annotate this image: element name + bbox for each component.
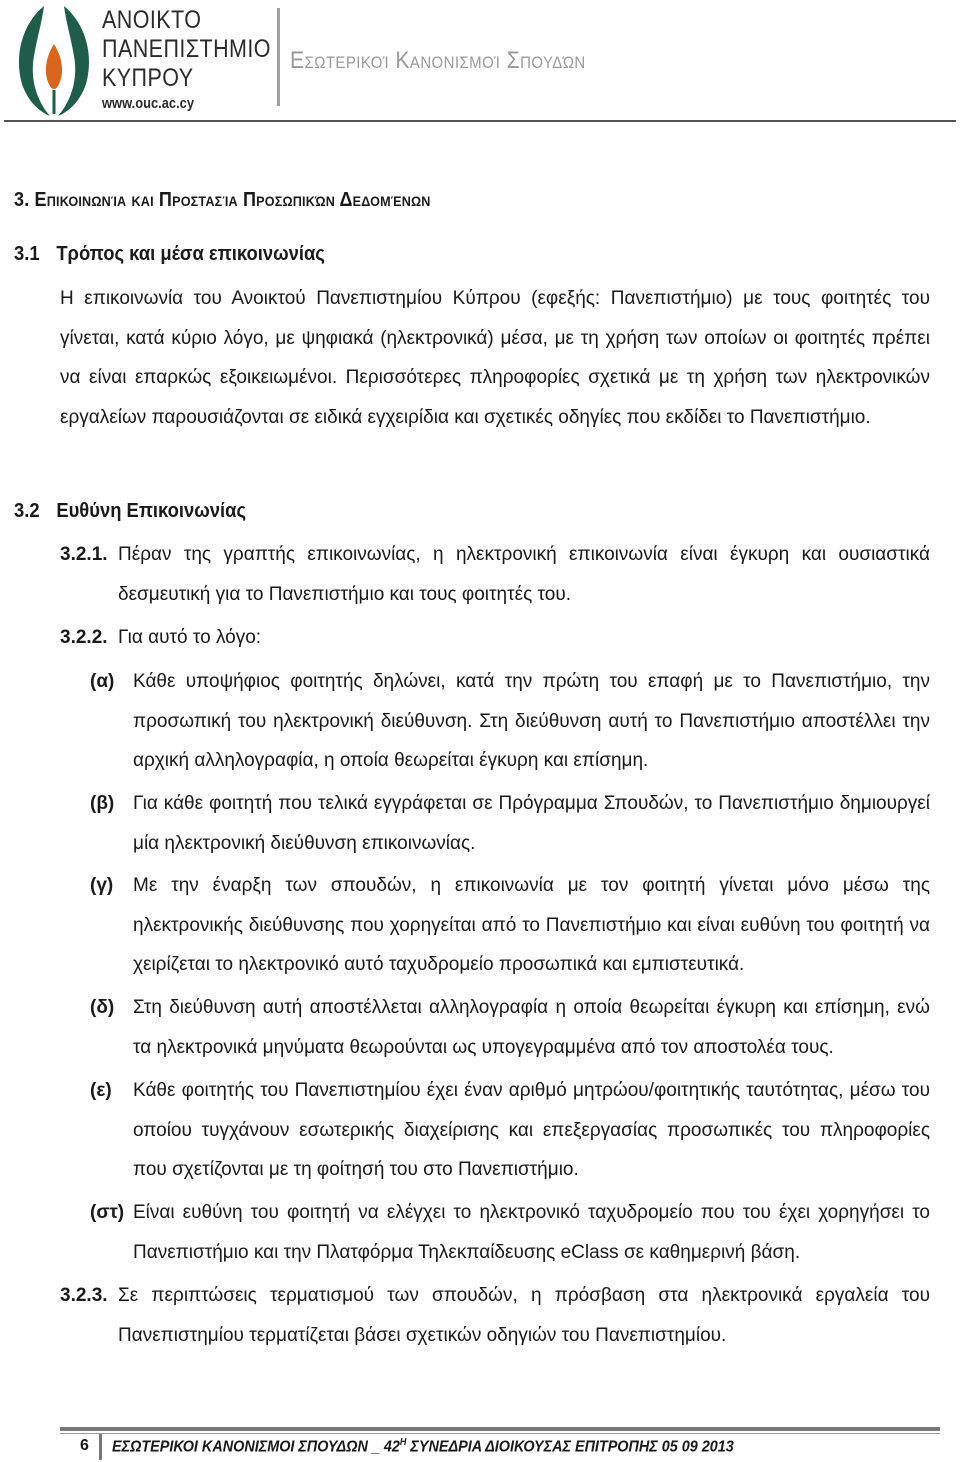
footer-text-rest: ΣΥΝΕΔΡΙΑ ΔΙΟΙΚΟΥΣΑΣ ΕΠΙΤΡΟΠΗΣ 05 09 2013 bbox=[406, 1438, 734, 1456]
list-item-text: Κάθε υποψήφιος φοιτητής δηλώνει, κατά την πρώτη του επαφή με το Πανεπιστήμιο, την προσωπική του ηλεκτρονική διεύθυνση. Στη διεύθυνση αυτή το Πανεπιστήμιο αποστέλλει την αρχική αλληλογραφία, η οποία θεωρείται έγκυρη και επίσημη. bbox=[133, 671, 930, 771]
list-item-label: (στ) bbox=[90, 1202, 125, 1223]
subsection-title: Τρόπος και μέσα επικοινωνίας bbox=[56, 243, 325, 265]
page-header bbox=[0, 0, 960, 122]
paragraph-number: 3.2.3. bbox=[60, 1285, 108, 1306]
list-item bbox=[90, 784, 930, 863]
logo-line-2: ΠΑΝΕΠΙΣΤΗΜΙΟ bbox=[102, 35, 271, 63]
list-item-label: (δ) bbox=[90, 997, 115, 1018]
subsection-title: Ευθύνη Επικοινωνίας bbox=[56, 500, 247, 522]
list-item bbox=[90, 662, 930, 781]
numbered-paragraph-3-2-3 bbox=[60, 1276, 930, 1355]
logo-line-3: ΚΥΠΡΟΥ bbox=[102, 64, 194, 92]
footer-rule bbox=[60, 1427, 940, 1431]
list-item-text: Με την έναρξη των σπουδών, η επικοινωνία με τον φοιτητή γίνεται μόνο μέσω της ηλεκτρονικής διεύθυνσης που χορηγείται από το Πανεπιστήμιο και είναι ευθύνη του φοιτητή να χειρίζεται το ηλεκτρονικό αυτό ταχυδρομείο προσωπικά και εμπιστευτικά. bbox=[133, 875, 930, 975]
list-item-label: (ε) bbox=[90, 1080, 112, 1101]
logo-wordmark bbox=[102, 6, 272, 112]
subsection-number: 3.1 bbox=[14, 243, 40, 265]
list-item-text: Κάθε φοιτητής του Πανεπιστημίου έχει έναν αριθμό μητρώου/φοιτητικής ταυτότητας, μέσω του οποίου τυγχάνουν εσωτερικής διαχείρισης και επεξεργασίας προσωπικές του πληροφορίες που σχετίζονται με τη φοίτησή του στο Πανεπιστήμιο. bbox=[133, 1080, 930, 1180]
numbered-paragraph-3-2-1 bbox=[60, 535, 930, 614]
logo-line-1: ΑΝΟΙΚΤΟ bbox=[102, 6, 202, 34]
header-title: Εσωτερικοί Κανονισμοί Σπουδών bbox=[290, 47, 586, 74]
subsection-number: 3.2 bbox=[14, 500, 40, 522]
list-item bbox=[90, 866, 930, 985]
list-item bbox=[90, 988, 930, 1067]
university-logo-icon bbox=[14, 4, 94, 118]
list-item-text: Για κάθε φοιτητή που τελικά εγγράφεται σε Πρόγραμμα Σπουδών, το Πανεπιστήμιο δημιουργεί μία ηλεκτρονική διεύθυνση επικοινωνίας. bbox=[133, 793, 930, 854]
subsection-3-1-heading bbox=[14, 243, 325, 266]
list-item-label: (α) bbox=[90, 671, 115, 692]
list-item-label: (β) bbox=[90, 793, 115, 814]
paragraph-3-1: Η επικοινωνία του Ανοικτού Πανεπιστημίου Κύπρου (εφεξής: Πανεπιστήμιο) με τους φοιτητές του γίνεται, κατά κύριο λόγο, με ψηφιακά (ηλεκτρονικά) μέσα, με τη χρήση των οποίων οι φοιτητές πρέπει να είναι επαρκώς εξοικειωμένοι. Περισσότερες πληροφορίες σχετικά με τη χρήση των ηλεκτρονικών εργαλείων παρουσιάζονται σε ειδικά εγχειρίδια και σχετικές οδηγίες που εκδίδει το Πανεπιστήμιο. bbox=[60, 288, 930, 428]
paragraph-number: 3.2.1. bbox=[60, 544, 108, 565]
numbered-paragraph-3-2-2 bbox=[60, 618, 930, 658]
list-item-text: Στη διεύθυνση αυτή αποστέλλεται αλληλογραφία η οποία θεωρείται έγκυρη και επίσημη, ενώ τα ηλεκτρονικά μηνύματα θεωρούνται ως υπογεγραμμένα από τον αποστολέα τους. bbox=[133, 997, 930, 1058]
header-divider bbox=[277, 8, 280, 106]
footer-text-main: ΕΣΩΤΕΡΙΚΟΙ ΚΑΝΟΝΙΣΜΟΙ ΣΠΟΥΔΩΝ _ 42 bbox=[112, 1438, 400, 1456]
footer-text-sup: Η bbox=[399, 1437, 407, 1448]
list-item bbox=[90, 1193, 930, 1272]
header-rule bbox=[4, 120, 956, 122]
paragraph-text: Για αυτό το λόγο: bbox=[118, 627, 262, 648]
footer-separator bbox=[99, 1434, 102, 1460]
footer-text bbox=[112, 1437, 734, 1456]
section-title: 3. Επικοινωνία και Προστασία Προσωπικών Δεδομένων bbox=[14, 189, 431, 211]
footer-rule-thin bbox=[60, 1433, 940, 1434]
paragraph-number: 3.2.2. bbox=[60, 627, 108, 648]
logo-url[interactable]: www.ouc.ac.cy bbox=[102, 95, 195, 112]
paragraph-text: Σε περιπτώσεις τερματισμού των σπουδών, η πρόσβαση στα ηλεκτρονικά εργαλεία του Πανεπιστημίου τερματίζεται βάσει σχετικών οδηγιών του Πανεπιστημίου. bbox=[118, 1285, 930, 1346]
subsection-3-2-heading bbox=[14, 500, 246, 523]
paragraph-text: Πέραν της γραπτής επικοινωνίας, η ηλεκτρονική επικοινωνία είναι έγκυρη και ουσιαστικά δεσμευτική για το Πανεπιστήμιο και τους φοιτητές του. bbox=[118, 544, 930, 605]
list-item-text: Είναι ευθύνη του φοιτητή να ελέγχει το ηλεκτρονικό ταχυδρομείο που του έχει χορηγήσει το Πανεπιστήμιο και την Πλατφόρμα Τηλεκπαίδευσης eClass σε καθημερινή βάση. bbox=[133, 1202, 930, 1263]
page-number: 6 bbox=[80, 1437, 89, 1454]
list-item bbox=[90, 1071, 930, 1190]
list-item-label: (γ) bbox=[90, 875, 114, 896]
